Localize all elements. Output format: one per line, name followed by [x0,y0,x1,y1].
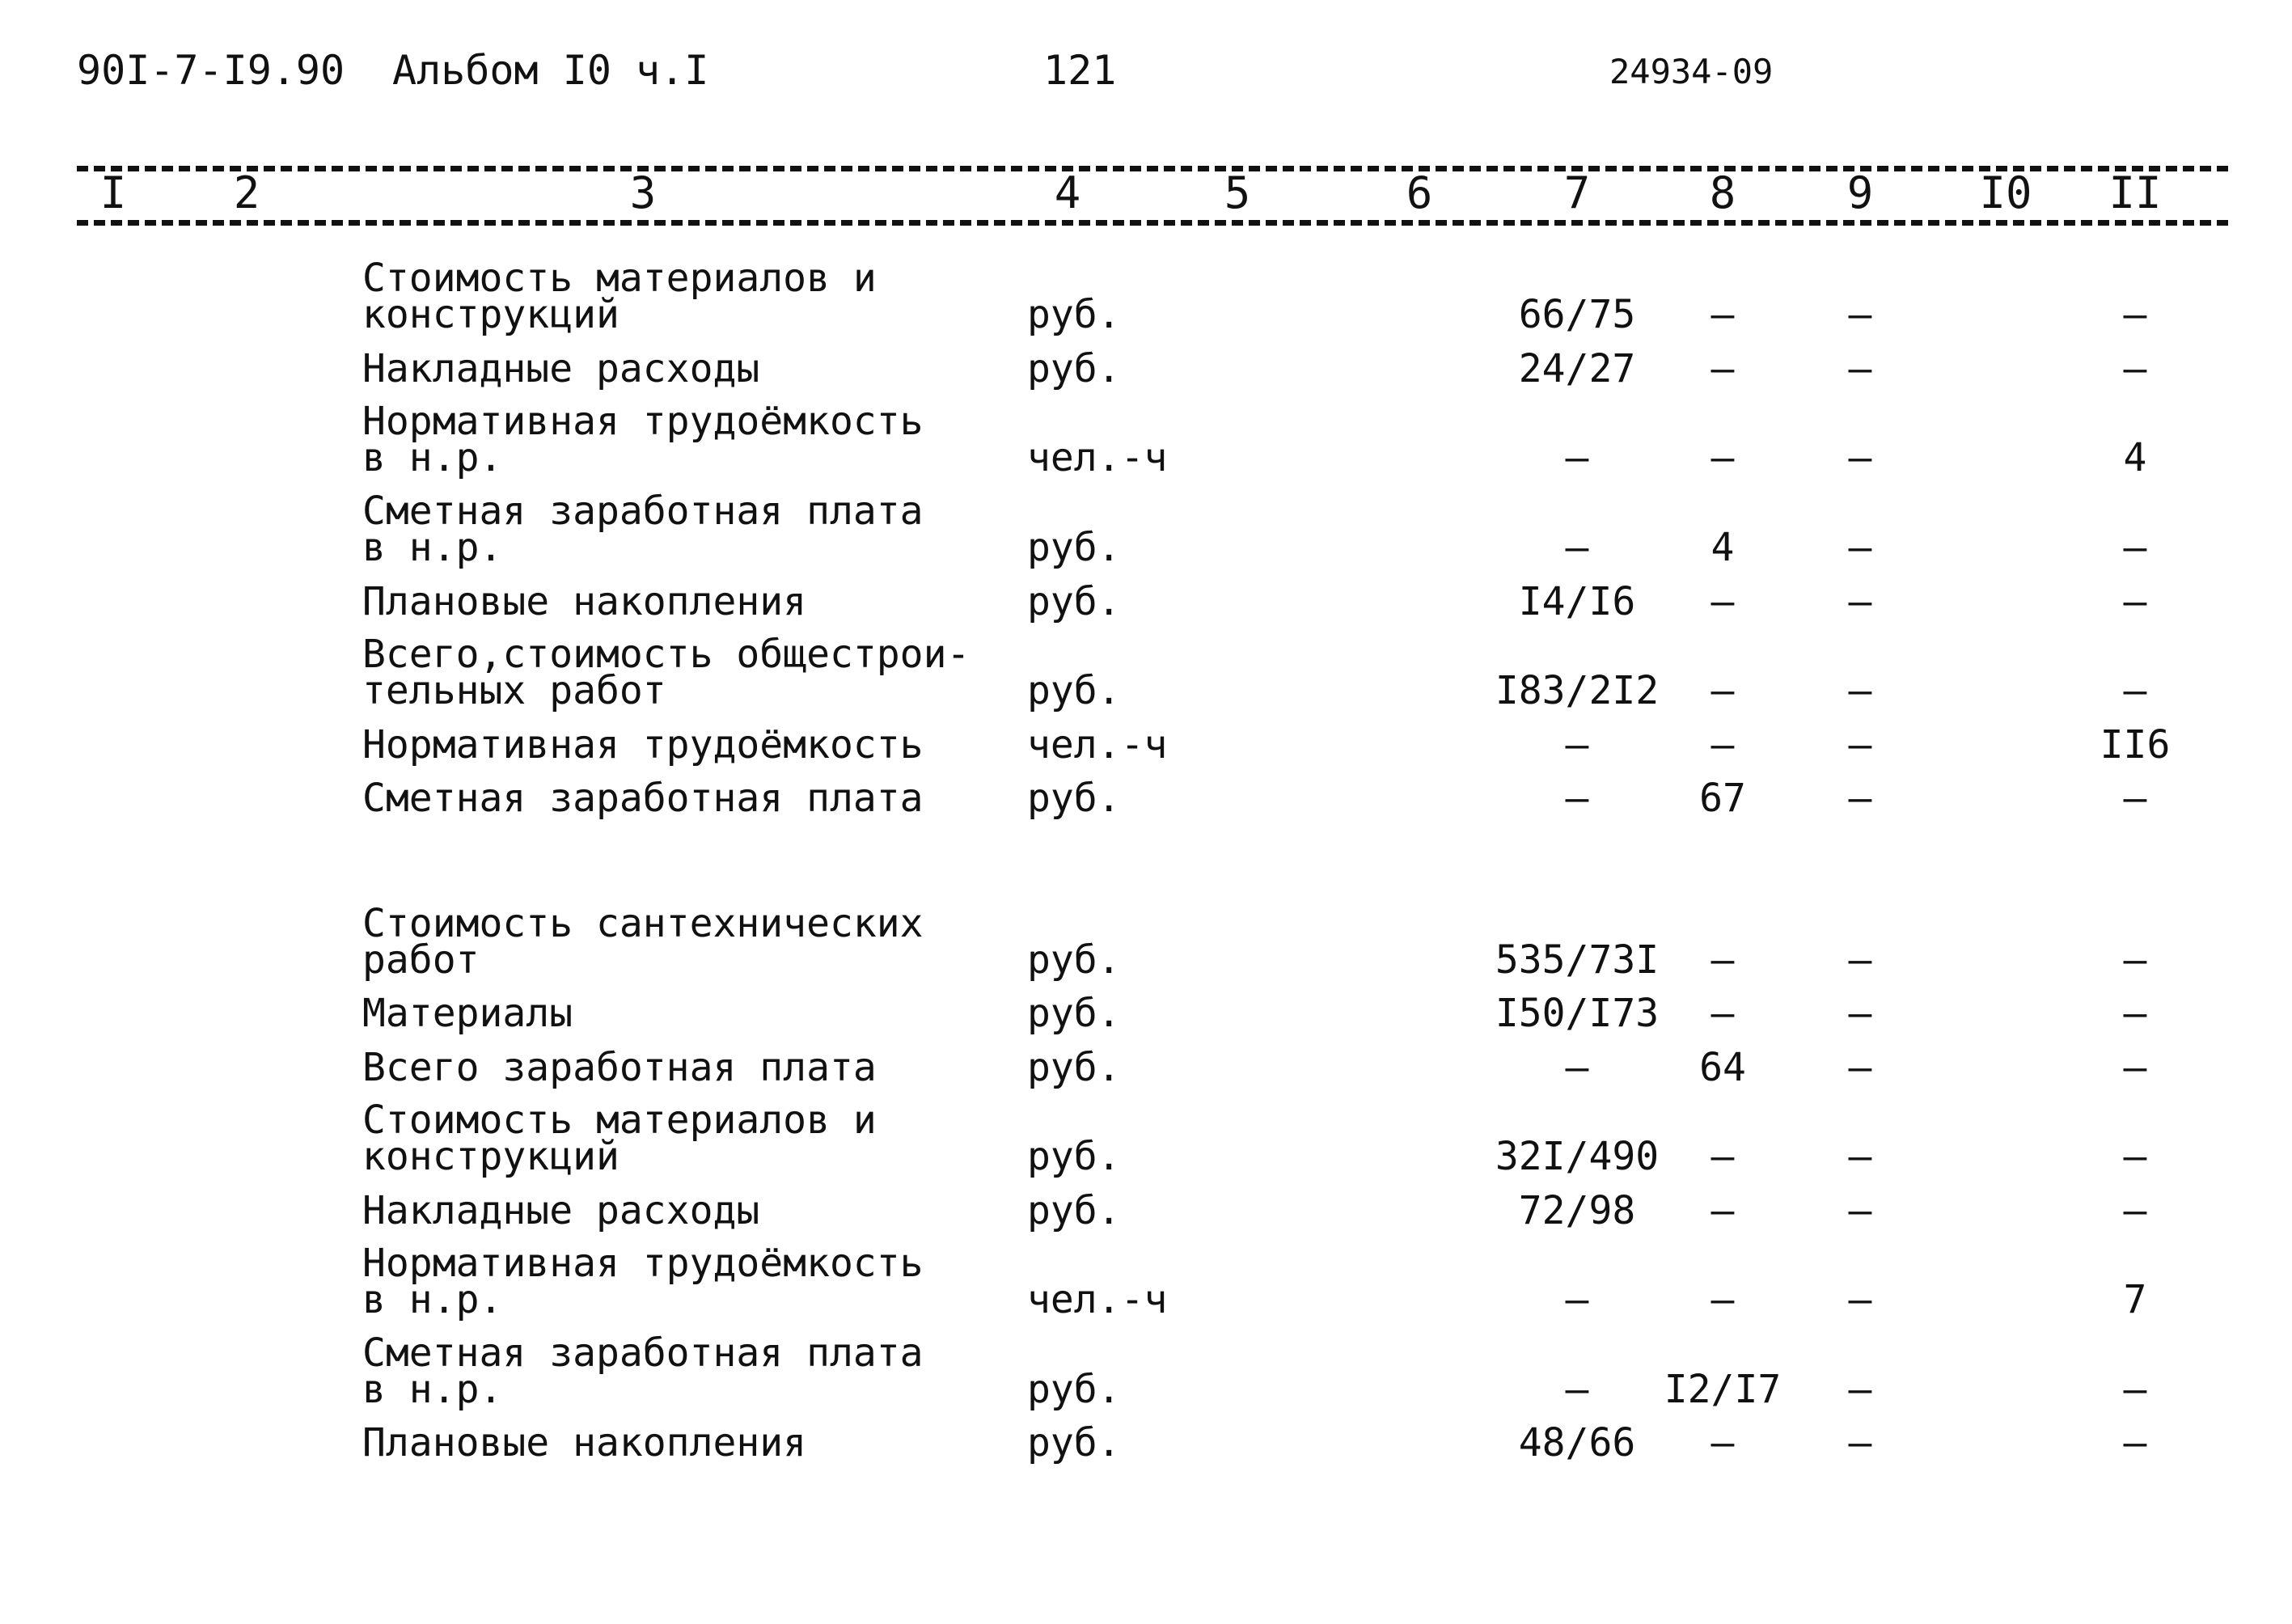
row-name: Сметная заработная плата [362,1330,924,1376]
row-value-c8: 64 [1699,1045,1746,1090]
column-number: 9 [1846,167,1874,218]
inventory-number: 24934-09 [1609,52,1774,91]
row-name: Всего заработная плата [362,1045,877,1090]
row-value-c8: – [1711,579,1735,624]
row-value-c7: – [1565,435,1589,480]
row-value-c9: – [1848,1045,1872,1090]
row-value-c9: – [1848,1367,1872,1412]
row-value-c7: – [1565,776,1589,821]
row-value-c11: – [2123,346,2147,391]
row-value-c9: – [1848,776,1872,821]
row-value-c8: – [1711,435,1735,480]
column-number: 2 [233,167,260,218]
row-value-c7: I50/I73 [1495,991,1660,1036]
row-value-c9: – [1848,1420,1872,1465]
row-value-c7: – [1565,525,1589,570]
row-unit: руб. [1027,991,1121,1036]
row-unit: руб. [1027,579,1121,624]
column-number: I [99,167,127,218]
row-value-c9: – [1848,1277,1872,1322]
row-value-c8: – [1711,668,1735,713]
row-value-c9: – [1848,668,1872,713]
row-value-c11: – [2123,1045,2147,1090]
row-name: в н.р. [362,1277,503,1322]
row-value-c11: – [2123,776,2147,821]
row-value-c8: – [1711,346,1735,391]
row-unit: руб. [1027,668,1121,713]
row-unit: руб. [1027,776,1121,821]
row-value-c7: 72/98 [1518,1188,1636,1233]
row-unit: руб. [1027,1367,1121,1412]
top-dashed-rule [77,166,2228,171]
row-value-c7: 48/66 [1518,1420,1636,1465]
row-name: конструкций [362,292,620,337]
row-unit: руб. [1027,1188,1121,1233]
column-number: II [2108,167,2162,218]
row-value-c11: – [2123,579,2147,624]
row-unit: руб. [1027,1420,1121,1465]
row-value-c8: 67 [1699,776,1746,821]
row-unit: руб. [1027,525,1121,570]
column-number: 8 [1709,167,1736,218]
bottom-dashed-rule [77,220,2228,226]
row-value-c7: I4/I6 [1518,579,1636,624]
row-value-c8: – [1711,937,1735,983]
row-unit: руб. [1027,292,1121,337]
row-value-c11: – [2123,668,2147,713]
row-name: в н.р. [362,525,503,570]
row-value-c7: – [1565,1367,1589,1412]
document-code: 90I-7-I9.90 [77,47,345,94]
row-unit: чел.-ч [1027,722,1168,768]
row-name: Плановые накопления [362,579,807,624]
row-value-c8: 4 [1711,525,1735,570]
row-value-c11: – [2123,937,2147,983]
row-unit: руб. [1027,1134,1121,1179]
row-value-c9: – [1848,991,1872,1036]
row-value-c11: – [2123,525,2147,570]
column-number: 5 [1224,167,1251,218]
column-number: 6 [1406,167,1433,218]
row-name: Материалы [362,991,573,1036]
column-number: 3 [629,167,657,218]
row-name: Нормативная трудоёмкость [362,1241,924,1286]
row-value-c7: – [1565,722,1589,768]
row-value-c8: – [1711,1188,1735,1233]
row-value-c11: – [2123,1188,2147,1233]
row-value-c11: 7 [2123,1277,2147,1322]
row-value-c7: – [1565,1045,1589,1090]
row-unit: чел.-ч [1027,435,1168,480]
row-unit: чел.-ч [1027,1277,1168,1322]
row-value-c7: 24/27 [1518,346,1636,391]
column-number: 7 [1563,167,1591,218]
row-name: Накладные расходы [362,1188,760,1233]
row-name: работ [362,937,480,983]
row-name: Сметная заработная плата [362,776,924,821]
row-value-c11: – [2123,991,2147,1036]
row-value-c9: – [1848,1134,1872,1179]
row-value-c9: – [1848,937,1872,983]
row-unit: руб. [1027,937,1121,983]
row-value-c11: – [2123,1420,2147,1465]
row-value-c9: – [1848,292,1872,337]
row-value-c11: – [2123,1367,2147,1412]
row-value-c9: – [1848,525,1872,570]
row-value-c11: – [2123,1134,2147,1179]
row-value-c9: – [1848,579,1872,624]
row-name: Плановые накопления [362,1420,807,1465]
row-value-c9: – [1848,435,1872,480]
row-unit: руб. [1027,346,1121,391]
row-value-c7: I83/2I2 [1495,668,1660,713]
row-name: в н.р. [362,1367,503,1412]
page-number: 121 [1043,47,1117,94]
row-name: Нормативная трудоёмкость [362,722,924,768]
row-name: в н.р. [362,435,503,480]
column-number: I0 [1979,167,2032,218]
row-name: Стоимость материалов и [362,1097,877,1143]
row-value-c11: 4 [2123,435,2147,480]
row-name: Стоимость материалов и [362,256,877,301]
row-value-c7: – [1565,1277,1589,1322]
column-number: 4 [1054,167,1081,218]
row-value-c7: 66/75 [1518,292,1636,337]
row-name: Накладные расходы [362,346,760,391]
album-title: Альбом I0 ч.I [392,47,709,94]
row-name: Сметная заработная плата [362,488,924,534]
row-value-c11: – [2123,292,2147,337]
row-name: тельных работ [362,668,666,713]
row-name: Всего,стоимость общестрои- [362,632,971,677]
row-value-c8: – [1711,1420,1735,1465]
row-value-c8: – [1711,991,1735,1036]
row-value-c9: – [1848,722,1872,768]
row-value-c8: – [1711,1277,1735,1322]
row-value-c8: – [1711,292,1735,337]
row-value-c9: – [1848,1188,1872,1233]
row-value-c8: – [1711,1134,1735,1179]
row-value-c9: – [1848,346,1872,391]
row-name: Стоимость сантехнических [362,901,924,946]
row-value-c7: 32I/490 [1495,1134,1660,1179]
row-name: конструкций [362,1134,620,1179]
row-name: Нормативная трудоёмкость [362,399,924,444]
row-value-c8: I2/I7 [1664,1367,1782,1412]
row-value-c11: II6 [2100,722,2171,768]
row-unit: руб. [1027,1045,1121,1090]
row-value-c7: 535/73I [1495,937,1660,983]
row-value-c8: – [1711,722,1735,768]
